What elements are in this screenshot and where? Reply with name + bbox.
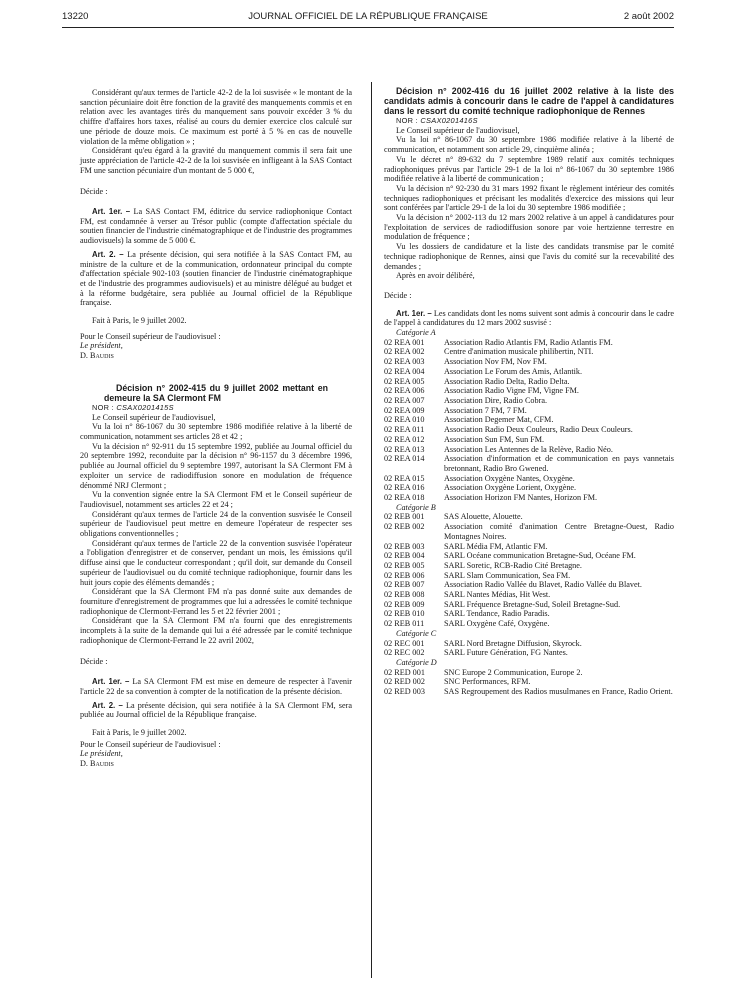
list-item [384,687,674,697]
article-1 [80,207,352,246]
list-item [384,639,674,649]
candidate-name: SARL Tendance, Radio Paradis. [444,609,550,619]
list-item [384,386,674,396]
candidate-code: 02 REA 005 [384,376,425,386]
candidate-code: 02 REA 018 [384,493,425,503]
list-item [384,367,674,377]
candidate-code: 02 REA 014 [384,454,425,464]
candidate-code: 02 REA 016 [384,483,425,493]
candidate-name: SARL Soretic, RCB-Radio Cité Bretagne. [444,560,582,570]
candidate-name: SARL Nord Bretagne Diffusion, Skyrock. [444,638,582,648]
paragraph: Le Conseil supérieur de l'audiovisuel, [396,125,520,135]
candidate-name: Association Le Forum des Amis, Atlantik. [444,366,583,376]
candidate-code: 02 REA 003 [384,357,425,367]
signature-name: D. Baudis [80,351,114,361]
candidate-name: SARL Média FM, Atlantic FM. [444,541,548,551]
paragraph: Vu la convention signée entre la SA Clermont FM et le Conseil supérieur de l'audiovisuel, notamment ses articles 22 et 24 ; [80,490,352,509]
article-1 [384,309,674,328]
nor-label: NOR : [92,402,115,412]
president-title: Le président, [80,749,123,759]
paragraph: Considérant que la SA Clermont FM n'a pas donné suite aux demandes de fourniture d'enregistrement de programmes que lui a adressées le comité technique radiophonique de Clermont-Ferrand les 5 et 22 février 2001 ; [80,587,352,616]
candidate-name: SARL Slam Communication, Sea FM. [444,570,571,580]
candidate-name: Association d'information et de communication en pays vannetais bretonnant, Radio Bro Gwened. [444,454,674,473]
list-item [384,425,674,435]
candidate-name: Association 7 FM, 7 FM. [444,405,527,415]
candidate-code: 02 REC 002 [384,648,425,658]
paragraph: Considérant que la SA Clermont FM n'a fourni que des enregistrements incomplets à la suite de la demande qui lui a été adressée par le comité technique radiophonique de Clermont-Ferrand le 22 avril 2002, [80,616,352,645]
article-2 [80,250,352,308]
candidate-code: 02 REB 002 [384,522,425,532]
candidate-name: Association comité d'animation Centre Bretagne-Ouest, Radio Montagnes Noires. [444,522,674,541]
candidate-code: 02 REB 007 [384,580,425,590]
signatory-line: Pour le Conseil supérieur de l'audiovisuel : [80,739,221,749]
header-rule [62,27,674,28]
fait-a-paris: Fait à Paris, le 9 juillet 2002. [92,727,187,737]
candidate-list [384,512,674,628]
candidate-name: Association Oxygène Nantes, Oxygène. [444,473,575,483]
category-heading: Catégorie D [396,657,437,667]
list-item [384,357,674,367]
candidate-name: Association Radio Delta, Radio Delta. [444,376,570,386]
article-2 [80,701,352,720]
page-header [62,11,674,25]
candidate-name: Association Sun FM, Sun FM. [444,434,545,444]
article-label: Art. 1er. – [92,207,131,217]
paragraph: Vu la décision n° 92-911 du 15 septembre 1992, publiée au Journal officiel du 20 septembre 1992, reconduite par la décision n° 96-1157 du 3 décembre 1996, publiée au Journal officiel du 9 septembre 1997, autorisant la SA Clermont FM à exploiter un service de radiodiffusion sonore en modulation de fréquence dénommé NRJ Clermont ; [80,441,352,490]
candidate-name: Association Horizon FM Nantes, Horizon FM. [444,493,598,503]
candidate-name: Centre d'animation musicale philibertin, NTI. [444,347,594,357]
list-item [384,483,674,493]
list-item [384,677,674,687]
list-item [384,347,674,357]
nor-reference [80,403,352,413]
candidate-name: Association Radio Deux Couleurs, Radio Deux Couleurs. [444,425,633,435]
paragraph: Vu la décision n° 92-230 du 31 mars 1992 fixant le règlement intérieur des comités techniques radiophoniques et précisant les modalités d'exercice des missions qui leur sont conférées par l'article 29-1 de la loi du 30 septembre 1986 modifiée ; [384,183,674,213]
candidate-code: 02 REB 003 [384,541,425,551]
list-item [384,377,674,387]
category-heading: Catégorie A [396,328,436,338]
list-item [384,522,674,541]
candidate-name: SAS Regroupement des Radios musulmanes en France, Radio Orient. [444,687,673,697]
candidate-code: 02 REA 010 [384,415,425,425]
decide-heading: Décide : [384,290,412,300]
list-item [384,648,674,658]
candidate-code: 02 REA 001 [384,337,425,347]
paragraph: Vu le décret n° 89-632 du 7 septembre 1989 relatif aux comités techniques radiophoniques prévus par l'article 29-1 de la loi n° 86-1067 du 30 septembre 1986 modifiée relative à la liberté de communication ; [384,154,674,184]
nor-label: NOR : [396,116,419,125]
list-item [384,512,674,522]
candidate-code: 02 REB 009 [384,599,425,609]
list-item [384,542,674,552]
paragraph: Considérant qu'aux termes de l'article 24 de la convention susvisée le Conseil supérieur de l'audiovisuel peut mettre en demeure l'opérateur de respecter ses obligations conventionnelles ; [80,509,352,539]
list-item [384,551,674,561]
nor-code: CSAX0201416S [420,116,478,125]
candidate-code: 02 REB 006 [384,570,425,580]
candidate-code: 02 REA 012 [384,434,425,444]
paragraph: Considérant qu'eu égard à la gravité du manquement commis il sera fait une juste appréciation de l'article 42-2 de la loi susvisée en infligeant à la SAS Contact FM une sanction pécuniaire d'un montant de 5 000 €, [80,146,352,175]
decision-title: Décision n° 2002-415 du 9 juillet 2002 mettant en demeure la SA Clermont FM [104,382,328,403]
article-text: La présente décision, qui sera notifiée à la SAS Contact FM, au ministre de la culture et de la communication, ordonnateur principal du compte d'affectation spéciale 902-103 (soutien financier de l'industrie cinématographique et de l'industrie des programmes audiovisuels) et au ministre délégué au budget et à la réforme budgétaire, sera publiée au Journal officiel de la République française. [80,249,353,308]
candidate-code: 02 REB 001 [384,512,425,522]
candidate-code: 02 REA 015 [384,473,425,483]
list-item [384,580,674,590]
candidate-name: SARL Future Génération, FG Nantes. [444,648,568,658]
candidate-code: 02 REB 010 [384,609,425,619]
nor-reference [384,116,674,126]
candidate-name: Association Les Antennes de la Relève, Radio Néo. [444,444,613,454]
decide-heading: Décide : [80,187,108,197]
candidate-list [384,338,674,503]
candidate-name: Association Radio Vallée du Blavet, Radio Vallée du Blavet. [444,580,642,590]
candidate-code: 02 RED 003 [384,687,425,697]
list-item [384,435,674,445]
candidate-code: 02 REA 006 [384,386,425,396]
issue-date: 2 août 2002 [623,11,674,22]
candidate-code: 02 RED 002 [384,677,425,687]
journal-title: JOURNAL OFFICIEL DE LA RÉPUBLIQUE FRANÇAISE [248,11,488,22]
candidate-code: 02 REC 001 [384,638,425,648]
list-item [384,406,674,416]
page-number: 13220 [62,11,89,22]
list-item [384,493,674,503]
candidate-name: Association Oxygène Lorient, Oxygène. [444,483,577,493]
candidate-list [384,668,674,697]
list-item [384,609,674,619]
candidate-code: 02 REA 009 [384,405,425,415]
candidate-name: SNC Performances, RFM. [444,677,531,687]
list-item [384,590,674,600]
candidate-code: 02 REA 011 [384,425,425,435]
decide-heading: Décide : [80,657,108,667]
paragraph: Le Conseil supérieur de l'audiovisuel, [92,412,216,422]
list-item [384,619,674,629]
candidate-name: SAS Alouette, Alouette. [444,512,523,522]
decision-title: Décision n° 2002-416 du 16 juillet 2002 relative à la liste des candidats admis à concourir dans le cadre de l'appel à candidatures dans le ressort du comité technique radiophonique de Rennes [384,86,674,116]
candidate-name: Association Degemer Mat, CFM. [444,415,554,425]
list-item [384,561,674,571]
article-text: La présente décision, qui sera notifiée à la SA Clermont FM, sera publiée au Journal officiel de la République française. [80,700,352,720]
list-item [384,396,674,406]
article-label: Art. 2. – [92,700,123,710]
candidate-name: Association Nov FM, Nov FM. [444,357,547,367]
fait-a-paris: Fait à Paris, le 9 juillet 2002. [92,316,187,326]
list-item [384,600,674,610]
list-item [384,454,674,473]
candidate-code: 02 REB 004 [384,551,425,561]
list-item [384,445,674,455]
candidate-name: Association Radio Vigne FM, Vigne FM. [444,386,579,396]
paragraph: Considérant qu'aux termes de l'article 22 de la convention susvisée l'opérateur a l'obligation d'enregistrer et de conserver, pendant un mois, les émissions qu'il diffuse ainsi que le conducteur correspondant ; qu'il doit, sur demande du Conseil supérieur de l'audiovisuel ou du comité technique radiophonique, fournir dans les huit jours copie des éléments demandés ; [80,538,352,587]
paragraph: Vu les dossiers de candidature et la liste des candidats transmise par le comité technique radiophonique de Rennes, ainsi que l'avis du comité sur la recevabilité des demandes ; [384,242,674,271]
candidate-list [384,639,674,658]
nor-code: CSAX0201415S [116,402,174,412]
list-item [384,474,674,484]
signature-name: D. Baudis [80,759,114,769]
list-item [384,668,674,678]
candidate-categories [384,328,674,697]
candidate-code: 02 REA 002 [384,347,425,357]
signatory-line: Pour le Conseil supérieur de l'audiovisuel : [80,331,221,341]
article-label: Art. 1er. – [92,677,130,687]
article-1 [80,677,352,696]
paragraph: Vu la décision n° 2002-113 du 12 mars 2002 relative à un appel à candidatures pour l'exploitation de services de radiodiffusion sonore par voie hertzienne terrestre en modulation de fréquence ; [384,213,674,242]
list-item [384,338,674,348]
paragraph: Après en avoir délibéré, [396,271,475,281]
paragraph: Vu la loi n° 86-1067 du 30 septembre 1986 modifiée relative à la liberté de communication, notamment ses articles 28 et 42 ; [80,422,352,441]
article-label: Art. 2. – [92,249,124,259]
column-divider [371,82,372,978]
list-item [384,415,674,425]
article-label: Art. 1er. – [396,308,432,318]
paragraph: Considérant qu'aux termes de l'article 42-2 de la loi susvisée « le montant de la sanction pécuniaire doit être fonction de la gravité des manquements commis et en relation avec les avantages tirés du manquement sans pouvoir excéder 3 % du chiffre d'affaires hors taxes, réalisé au cours du dernier exercice clos calculé sur une période de douze mois. Ce maximum est porté à 5 % en cas de nouvelle violation de la même obligation » ; [80,88,352,146]
candidate-code: 02 REA 013 [384,444,425,454]
list-item [384,571,674,581]
right-column [384,86,674,697]
left-column [80,88,352,769]
candidate-name: SNC Europe 2 Communication, Europe 2. [444,667,583,677]
candidate-code: 02 REB 008 [384,590,425,600]
candidate-name: Association Radio Atlantis FM, Radio Atlantis FM. [444,337,613,347]
article-text: La SAS Contact FM, éditrice du service radiophonique Contact FM, est condamnée à verser au Trésor public (compte d'affectation spéciale du soutien financier de l'industrie cinématographique et de l'industrie des programmes audiovisuels) la somme de 5 000 €. [80,207,353,246]
article-text: Les candidats dont les noms suivent sont admis à concourir dans le cadre de l'appel à candidatures du 12 mars 2002 susvisé : [384,308,675,328]
president-title: Le président, [80,341,123,351]
candidate-name: SARL Océane communication Bretagne-Sud, Océane FM. [444,551,636,561]
candidate-name: SARL Nantes Médias, Hit West. [444,590,551,600]
candidate-code: 02 REB 011 [384,619,425,629]
category-heading: Catégorie C [396,628,437,638]
candidate-code: 02 REB 005 [384,560,425,570]
category-heading: Catégorie B [396,502,436,512]
article-text: La SA Clermont FM est mise en demeure de respecter à l'avenir l'article 22 de sa convention à compter de la notification de la présente décision. [80,677,352,696]
candidate-code: 02 REA 004 [384,366,425,376]
candidate-name: SARL Oxygène Café, Oxygène. [444,619,550,629]
candidate-code: 02 REA 007 [384,395,425,405]
candidate-code: 02 RED 001 [384,667,425,677]
paragraph: Vu la loi n° 86-1067 du 30 septembre 1986 modifiée relative à la liberté de communication, et notamment son article 29, cinquième alinéa ; [384,135,674,155]
candidate-name: SARL Fréquence Bretagne-Sud, Soleil Bretagne-Sud. [444,599,621,609]
candidate-name: Association Dire, Radio Cobra. [444,395,548,405]
